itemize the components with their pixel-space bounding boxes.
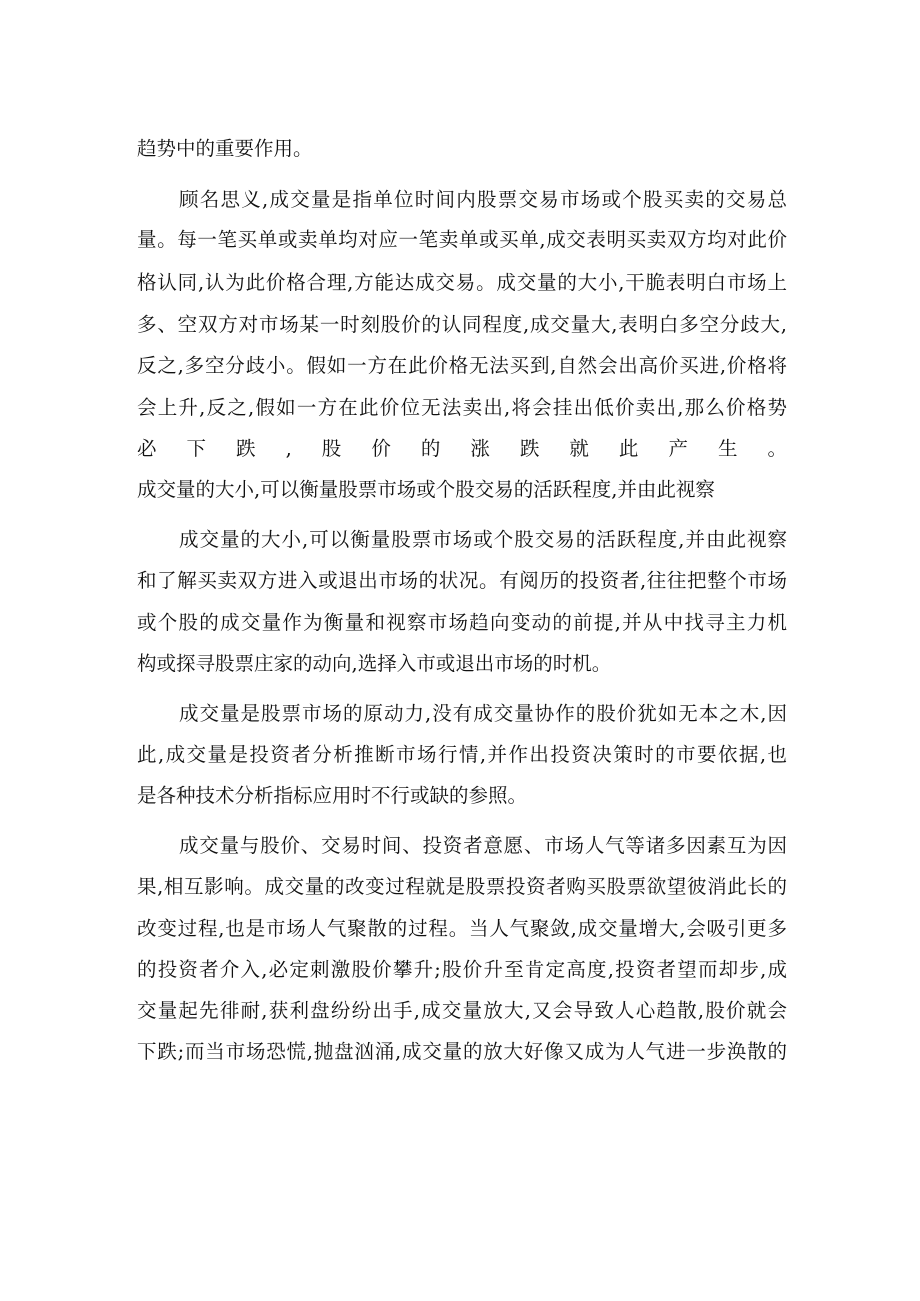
text-line: 量。每一笔买单或卖单均对应一笔卖单或买单,成交表明买卖双方均对此价 bbox=[137, 228, 787, 251]
text-line: 果,相互影响。成交量的改变过程就是股票投资者购买股票欲望彼消此长的 bbox=[137, 875, 787, 898]
text-line: 会上升,反之,假如一方在此价位无法卖出,将会挂出低价卖出,那么价格势 bbox=[137, 396, 787, 419]
text-line: 格认同,认为此价格合理,方能达成交易。成交量的大小,干脆表明白市场上 bbox=[137, 271, 787, 294]
paragraph-first-line: 成交量与股价、交易时间、投资者意愿、市场人气等诸多因素互为因 bbox=[179, 834, 787, 857]
paragraph-first-line: 成交量的大小,可以衡量股票市场或个股交易的活跃程度,并由此视察 bbox=[179, 528, 787, 551]
text-line: 是各种技术分析指标应用时不行或缺的参照。 bbox=[137, 784, 528, 807]
text-line: 趋势中的重要作用。 bbox=[137, 137, 313, 160]
text-line: 必下跌,股价的涨跌就此产生。 bbox=[137, 437, 787, 460]
paragraph-first-line: 成交量是股票市场的原动力,没有成交量协作的股价犹如无本之木,因 bbox=[179, 702, 787, 725]
text-line: 的投资者介入,必定刺激股价攀升;股价升至肯定高度,投资者望而却步,成 bbox=[137, 958, 787, 981]
text-line: 多、空双方对市场某一时刻股价的认同程度,成交量大,表明白多空分歧大, bbox=[137, 313, 787, 336]
text-line: 改变过程,也是市场人气聚散的过程。当人气聚敛,成交量增大,会吸引更多 bbox=[137, 917, 787, 940]
text-line: 构或探寻股票庄家的动向,选择入市或退出市场的时机。 bbox=[137, 652, 612, 675]
text-line: 成交量的大小,可以衡量股票市场或个股交易的活跃程度,并由此视察 bbox=[137, 478, 715, 501]
text-line: 反之,多空分歧小。假如一方在此价格无法买到,自然会出高价买进,价格将 bbox=[137, 354, 787, 377]
text-line: 此,成交量是投资者分析推断市场行情,并作出投资决策时的市要依据,也 bbox=[137, 743, 787, 766]
text-line: 下跌;而当市场恐慌,抛盘汹涌,成交量的放大好像又成为人气进一步涣散的 bbox=[137, 1040, 787, 1063]
text-line: 交量起先徘耐,获利盘纷纷出手,成交量放大,又会导致人心趋散,股价就会 bbox=[137, 999, 787, 1022]
text-line: 或个股的成交量作为衡量和视察市场趋向变动的前提,并从中找寻主力机 bbox=[137, 611, 787, 634]
paragraph-first-line: 顾名思义,成交量是指单位时间内股票交易市场或个股买卖的交易总 bbox=[179, 188, 787, 211]
text-line: 和了解买卖双方进入或退出市场的状况。有阅历的投资者,往往把整个市场 bbox=[137, 569, 787, 592]
